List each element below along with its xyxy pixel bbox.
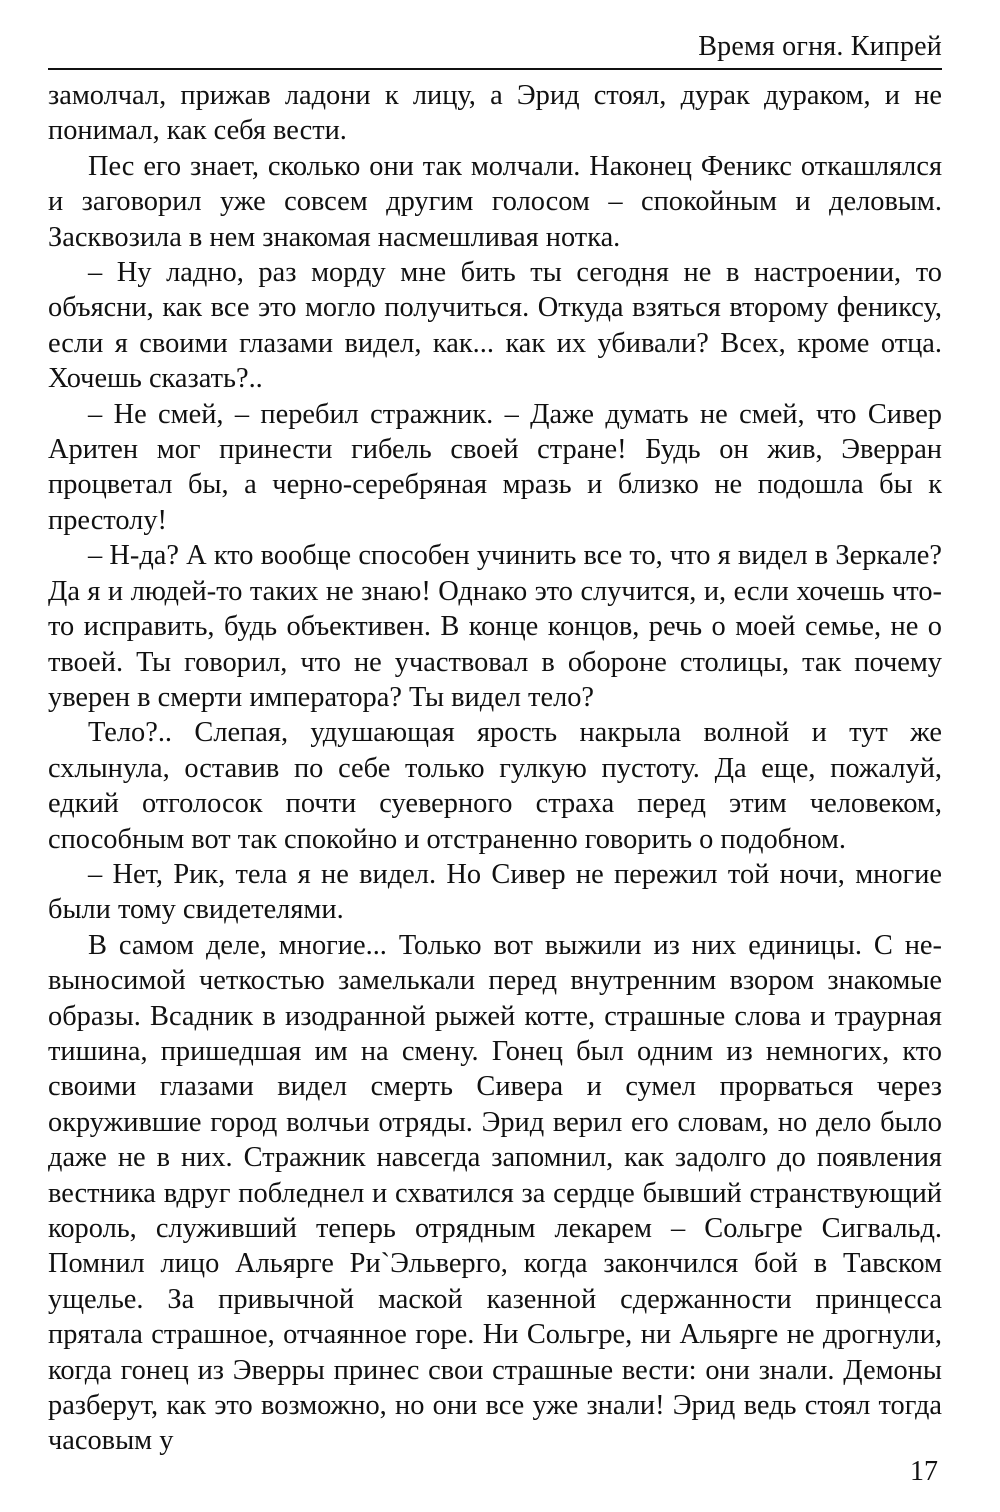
paragraph: – Ну ладно, раз морду мне бить ты сегодня не в настроении, то объясни, как все это могло получиться. Откуда взяться второму фениксу, если я своими глазами видел, как... как их убивали? Всех, кроме отца. Хочешь сказать?.. (48, 257, 942, 395)
paragraph: – Нет, Рик, тела я не видел. Но Сивер не пережил той ночи, многие были тому свидетелями. (48, 858, 942, 926)
paragraph: Тело?.. Слепая, удушающая ярость накрыла волной и тут же схлынула, оставив по себе только гулкую пустоту. Да еще, пожалуй, едкий отголосок почти суеверного страха перед этим человеком, способным вот так спокойно и отстраненно говорить о подобном. (48, 717, 942, 855)
book-page (48, 28, 942, 1488)
paragraph: В самом деле, многие... Только вот выжили из них единицы. С невыносимой четкостью замелькали перед внутренним взором знакомые образы. Всадник в изодранной рыжей котте, страшные слова и траурная тишина, пришедшая им на смену. Гонец был одним из немногих, кто своими глазами видел смерть Сивера и сумел прорваться через окружившие город волчьи отряды. Эрид верил его словам, но дело было даже не в них. Стражник навсегда запомнил, как задолго до появления вестника вдруг побледнел и схватился за сердце бывший странствующий король, служивший теперь отрядным лекарем – Сольгре Сигвальд. Помнил лицо Альярге Ри`Эльверго, когда закончился бой в Тавском ущелье. За привычной маской казенной сдержанности принцесса прятала страшное, отчаянное горе. Ни Сольгре, ни Альярге не дрогнули, когда гонец из Эверры принес свои страшные вести: они знали. Демоны разберут, как это возможно, но они все уже знали! Эрид ведь стоял тогда часовым у (48, 929, 942, 1457)
paragraph: – Н-да? А кто вообще способен учинить все то, что я видел в Зеркале? Да я и людей-то таких не знаю! Однако это случится, и, если хочешь что-то исправить, будь объективен. В конце концов, речь о моей семье, не о твоей. Ты говорил, что не участвовал в обороне столицы, так почему уверен в смерти императора? Ты видел тело? (48, 540, 942, 713)
running-title: Время огня. Кипрей (698, 31, 942, 62)
paragraph: – Не смей, – перебил стражник. – Даже думать не смей, что Сивер Аритен мог принести гибель своей стране! Будь он жив, Эверран процветал бы, а черно-серебряная мразь и близко не подошла бы к престолу! (48, 398, 942, 536)
paragraph: замолчал, прижав ладони к лицу, а Эрид стоял, дурак дураком, и не понимал, как себя вести. (48, 80, 942, 147)
header-rule (48, 68, 942, 70)
page-number: 17 (910, 1456, 938, 1487)
paragraph: Пес его знает, сколько они так молчали. Наконец Феникс откашлялся и заговорил уже совсем другим голосом – спокойным и деловым. Засквозила в нем знакомая насмешливая нотка. (48, 150, 942, 253)
body-text (48, 78, 942, 1459)
